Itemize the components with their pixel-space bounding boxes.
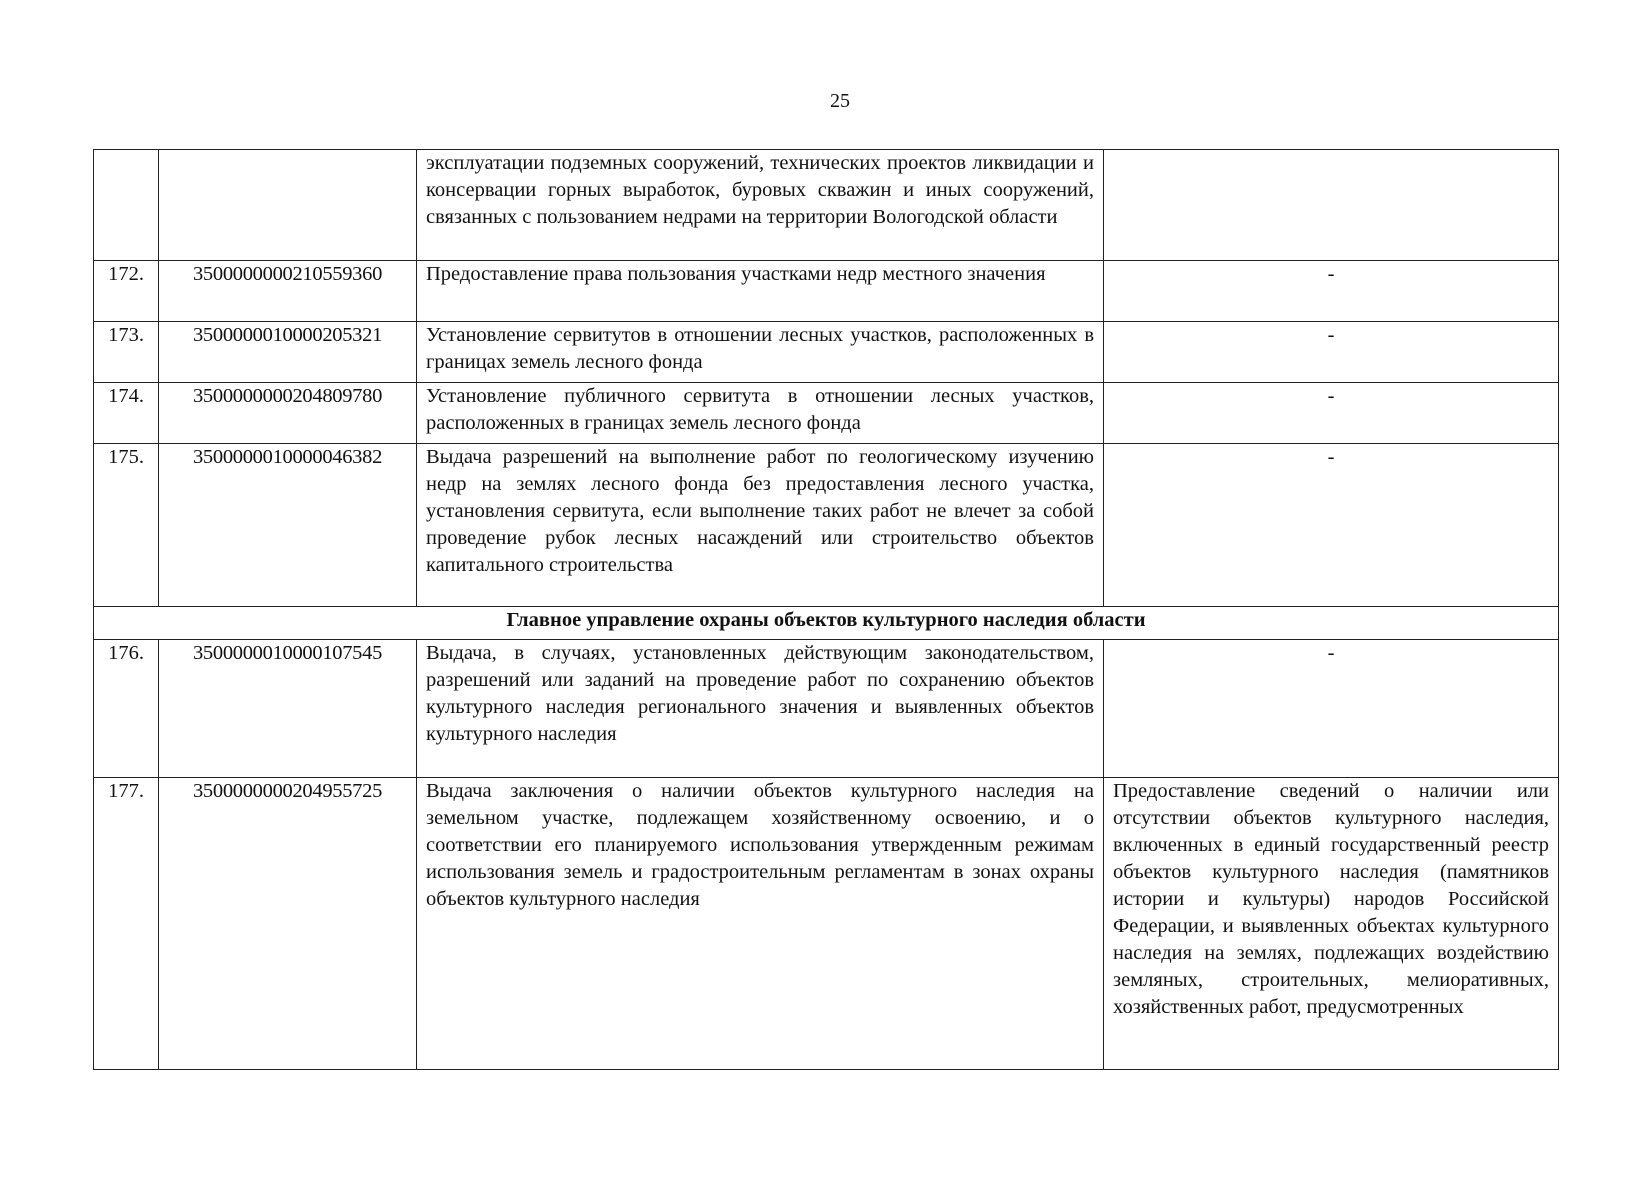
service-code bbox=[159, 150, 417, 261]
table-row bbox=[94, 383, 1559, 444]
service-note: - bbox=[1104, 444, 1559, 607]
service-note bbox=[1104, 150, 1559, 261]
section-heading: Главное управление охраны объектов культурного наследия области bbox=[94, 607, 1559, 640]
row-number: 173. bbox=[94, 322, 159, 383]
table-row bbox=[94, 150, 1559, 261]
service-code: 3500000000204809780 bbox=[159, 383, 417, 444]
row-number: 177. bbox=[94, 778, 159, 1070]
table-row bbox=[94, 778, 1559, 1070]
service-name: Выдача, в случаях, установленных действующим законодательством, разрешений или заданий на проведение работ по сохранению объектов культурного наследия регионального значения и выявленных объектов культурного наследия bbox=[417, 640, 1104, 778]
row-number: 175. bbox=[94, 444, 159, 607]
service-code: 3500000000210559360 bbox=[159, 261, 417, 322]
section-heading-row bbox=[94, 607, 1559, 640]
service-name: Предоставление права пользования участками недр местного значения bbox=[417, 261, 1104, 322]
service-name: эксплуатации подземных сооружений, технических проектов ликвидации и консервации горных выработок, буровых скважин и иных сооружений, связанных с пользованием недрами на территории Вологодской области bbox=[417, 150, 1104, 261]
service-name: Выдача разрешений на выполнение работ по геологическому изучению недр на землях лесного фонда без предоставления лесного участка, установления сервитута, если выполнение таких работ не влечет за собой проведение рубок лесных насаждений или строительство объектов капитального строительства bbox=[417, 444, 1104, 607]
service-note: - bbox=[1104, 322, 1559, 383]
service-note: - bbox=[1104, 383, 1559, 444]
service-note: - bbox=[1104, 261, 1559, 322]
service-name: Установление публичного сервитута в отношении лесных участков, расположенных в границах земель лесного фонда bbox=[417, 383, 1104, 444]
service-note: - bbox=[1104, 640, 1559, 778]
service-code: 3500000010000107545 bbox=[159, 640, 417, 778]
table-row bbox=[94, 640, 1559, 778]
table-row bbox=[94, 322, 1559, 383]
service-note: Предоставление сведений о наличии или отсутствии объектов культурного наследия, включенных в единый государственный реестр объектов культурного наследия (памятников истории и культуры) народов Российской Федерации, и выявленных объектах культурного наследия на землях, подлежащих воздействию земляных, строительных, мелиоративных, хозяйственных работ, предусмотренных bbox=[1104, 778, 1559, 1070]
table-row bbox=[94, 261, 1559, 322]
service-code: 3500000010000205321 bbox=[159, 322, 417, 383]
table-row bbox=[94, 444, 1559, 607]
row-number: 176. bbox=[94, 640, 159, 778]
services-registry-table bbox=[93, 149, 1559, 1070]
row-number bbox=[94, 150, 159, 261]
page-number: 25 bbox=[830, 90, 850, 112]
service-code: 3500000010000046382 bbox=[159, 444, 417, 607]
service-name: Выдача заключения о наличии объектов культурного наследия на земельном участке, подлежащем хозяйственному освоению, и о соответствии его планируемого использования утвержденным режимам использования земель и градостроительным регламентам в зонах охраны объектов культурного наследия bbox=[417, 778, 1104, 1070]
row-number: 174. bbox=[94, 383, 159, 444]
service-code: 3500000000204955725 bbox=[159, 778, 417, 1070]
row-number: 172. bbox=[94, 261, 159, 322]
service-name: Установление сервитутов в отношении лесных участков, расположенных в границах земель лесного фонда bbox=[417, 322, 1104, 383]
